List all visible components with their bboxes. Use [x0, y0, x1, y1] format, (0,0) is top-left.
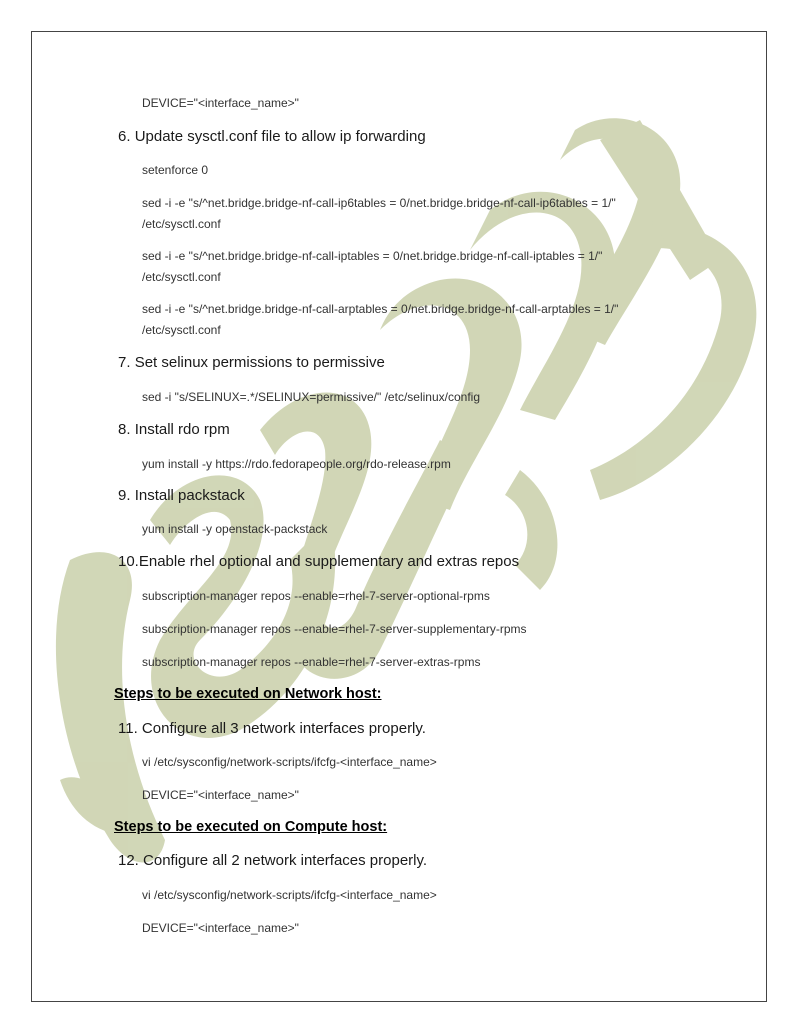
command-line: subscription-manager repos --enable=rhel-7-server-extras-rpms — [142, 655, 481, 669]
step-6-heading — [118, 128, 426, 145]
command-line: subscription-manager repos --enable=rhel-7-server-optional-rpms — [142, 589, 490, 603]
command-line: vi /etc/sysconfig/network-scripts/ifcfg-<interface_name> — [142, 888, 437, 902]
step-10-title: Enable rhel optional and supplementary and extras repos — [138, 553, 520, 570]
step-10-heading — [118, 553, 519, 570]
step-11-number: 11. — [118, 720, 138, 737]
command-line: sed -i -e "s/^net.bridge.bridge-nf-call-ip6tables = 0/net.bridge.bridge-nf-call-ip6tables = 1/" — [142, 196, 616, 210]
network-section-heading: Steps to be executed on Network host: — [114, 686, 382, 702]
step-8-title: Install rdo rpm — [134, 421, 230, 438]
command-line: sed -i -e "s/^net.bridge.bridge-nf-call-arptables = 0/net.bridge.bridge-nf-call-arptables = 1/" — [142, 302, 619, 316]
step-11-heading — [118, 720, 426, 737]
step-9-number: 9. — [118, 487, 131, 504]
command-line: setenforce 0 — [142, 163, 209, 177]
step-12-title: Configure all 2 network interfaces properly. — [143, 852, 428, 869]
command-line: vi /etc/sysconfig/network-scripts/ifcfg-<interface_name> — [142, 755, 437, 769]
step-12-number: 12. — [118, 852, 139, 869]
step-7-heading — [118, 354, 385, 371]
step-6-title: Update sysctl.conf file to allow ip forwarding — [134, 128, 426, 145]
command-line: sed -i "s/SELINUX=.*/SELINUX=permissive/" /etc/selinux/config — [142, 390, 480, 404]
step-12-heading — [118, 852, 427, 869]
command-line: DEVICE="<interface_name>" — [142, 921, 299, 935]
step-10-number: 10. — [118, 553, 139, 570]
command-line: subscription-manager repos --enable=rhel-7-server-supplementary-rpms — [142, 622, 527, 636]
command-line: /etc/sysctl.conf — [142, 217, 221, 231]
step-6-number: 6. — [118, 128, 131, 145]
step-9-heading — [118, 487, 245, 504]
step-11-title: Configure all 3 network interfaces properly. — [141, 720, 426, 737]
step-9-title: Install packstack — [134, 487, 245, 504]
command-line: /etc/sysctl.conf — [142, 323, 221, 337]
step-7-title: Set selinux permissions to permissive — [134, 354, 385, 371]
command-line: yum install -y https://rdo.fedorapeople.org/rdo-release.rpm — [142, 457, 451, 471]
command-line: /etc/sysctl.conf — [142, 270, 221, 284]
command-line: yum install -y openstack-packstack — [142, 522, 328, 536]
device-line: DEVICE="<interface_name>" — [142, 96, 299, 110]
command-line: sed -i -e "s/^net.bridge.bridge-nf-call-iptables = 0/net.bridge.bridge-nf-call-iptables = 1/" — [142, 249, 603, 263]
step-7-number: 7. — [118, 354, 131, 371]
step-8-number: 8. — [118, 421, 131, 438]
compute-section-heading: Steps to be executed on Compute host: — [114, 819, 388, 835]
command-line: DEVICE="<interface_name>" — [142, 788, 299, 802]
step-8-heading — [118, 421, 230, 438]
